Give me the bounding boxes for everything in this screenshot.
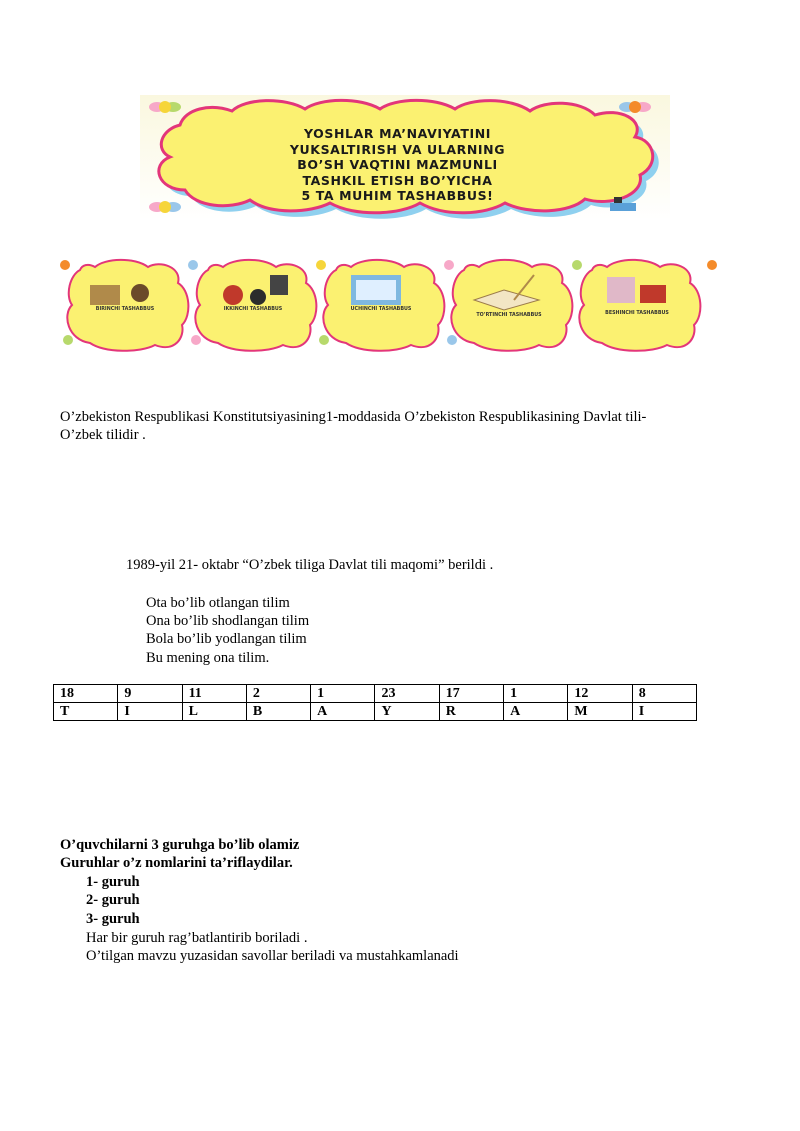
flower-icon [149,101,181,113]
initiative-title: BIRINCHI TASHABBUS [95,307,155,312]
banner-line: 5 TA MUHIM TASHABBUS! [301,188,494,203]
table-cell: 11 [182,685,246,703]
poem-line: Bu mening ona tilim. [146,650,270,666]
banner-line: BO’SH VAQTINI MAZMUNLI [297,157,498,172]
table-cell: 17 [439,685,503,703]
table-cell: M [568,703,632,721]
group-item: 1- guruh [86,874,140,890]
initiative-card-2 [188,260,316,351]
date-line: 1989-yil 21- oktabr “O’zbek tiliga Davlat tili maqomi” berildi . [126,557,494,573]
table-cell: B [246,703,310,721]
poem-line: Ona bo’lib shodlangan tilim [146,613,310,629]
initiative-card-1 [60,260,188,351]
group-item: 3- guruh [86,911,140,927]
initiatives-strip-graphic [60,255,720,355]
group-item: 2- guruh [86,892,140,908]
constitution-paragraph-line-1: O’zbekiston Respublikasi Konstitutsiyasining1-moddasida O’zbekiston Respublikasining Davlat tili- [60,409,647,425]
initiatives-strip [60,255,720,355]
groups-heading-1: O’quvchilarni 3 guruhga bo’lib olamiz [60,837,300,853]
table-cell: 23 [375,685,439,703]
table-row-numbers [54,685,697,703]
table-cell: A [504,703,568,721]
banner-line: YUKSALTIRISH VA ULARNING [289,141,506,157]
poem-line: Bola bo’lib yodlangan tilim [146,631,307,647]
initiative-card-3 [316,260,444,351]
table-cell: I [118,703,182,721]
flower-icon [619,101,651,113]
initiative-title: BESHINCHI TASHABBUS [605,311,669,316]
initiative-title: IKKINCHI TASHABBUS [223,307,283,312]
table-cell: I [632,703,696,721]
banner-line: TASHKIL ETISH BO’YICHA [302,172,493,188]
constitution-paragraph-line-2: O’zbek tilidir . [60,427,146,443]
table-cell: 1 [311,685,375,703]
table-cell: 18 [54,685,118,703]
initiative-card-4 [444,260,572,351]
table-cell: Y [375,703,439,721]
groups-heading-2: Guruhlar o’z nomlarini ta’riflaydilar. [60,855,293,871]
table-cell: 2 [246,685,310,703]
banner-title [205,126,590,204]
table-cell: T [54,703,118,721]
table-cell: A [311,703,375,721]
initiative-card-5 [572,260,717,351]
table-cell: L [182,703,246,721]
initiative-title: TO’RTINCHI TASHABBUS [476,313,542,318]
groups-note-1: Har bir guruh rag’batlantirib boriladi . [86,930,308,946]
banner-line: YOSHLAR MA’NAVIYATINI [303,126,492,141]
initiative-title: UCHINCHI TASHABBUS [350,307,412,312]
table-cell: 9 [118,685,182,703]
table-cell: 1 [504,685,568,703]
groups-note-2: O’tilgan mavzu yuzasidan savollar beriladi va mustahkamlanadi [86,948,459,964]
sewing-machine-icon [607,277,635,303]
sports-icon [223,285,243,305]
table-row-letters [54,703,697,721]
flower-icon [149,201,181,213]
number-letter-table [53,684,697,721]
theatre-music-icon [90,285,120,305]
table-cell: R [439,703,503,721]
table-cell: 8 [632,685,696,703]
poem-line: Ota bo’lib otlangan tilim [146,595,290,611]
table-cell: 12 [568,685,632,703]
